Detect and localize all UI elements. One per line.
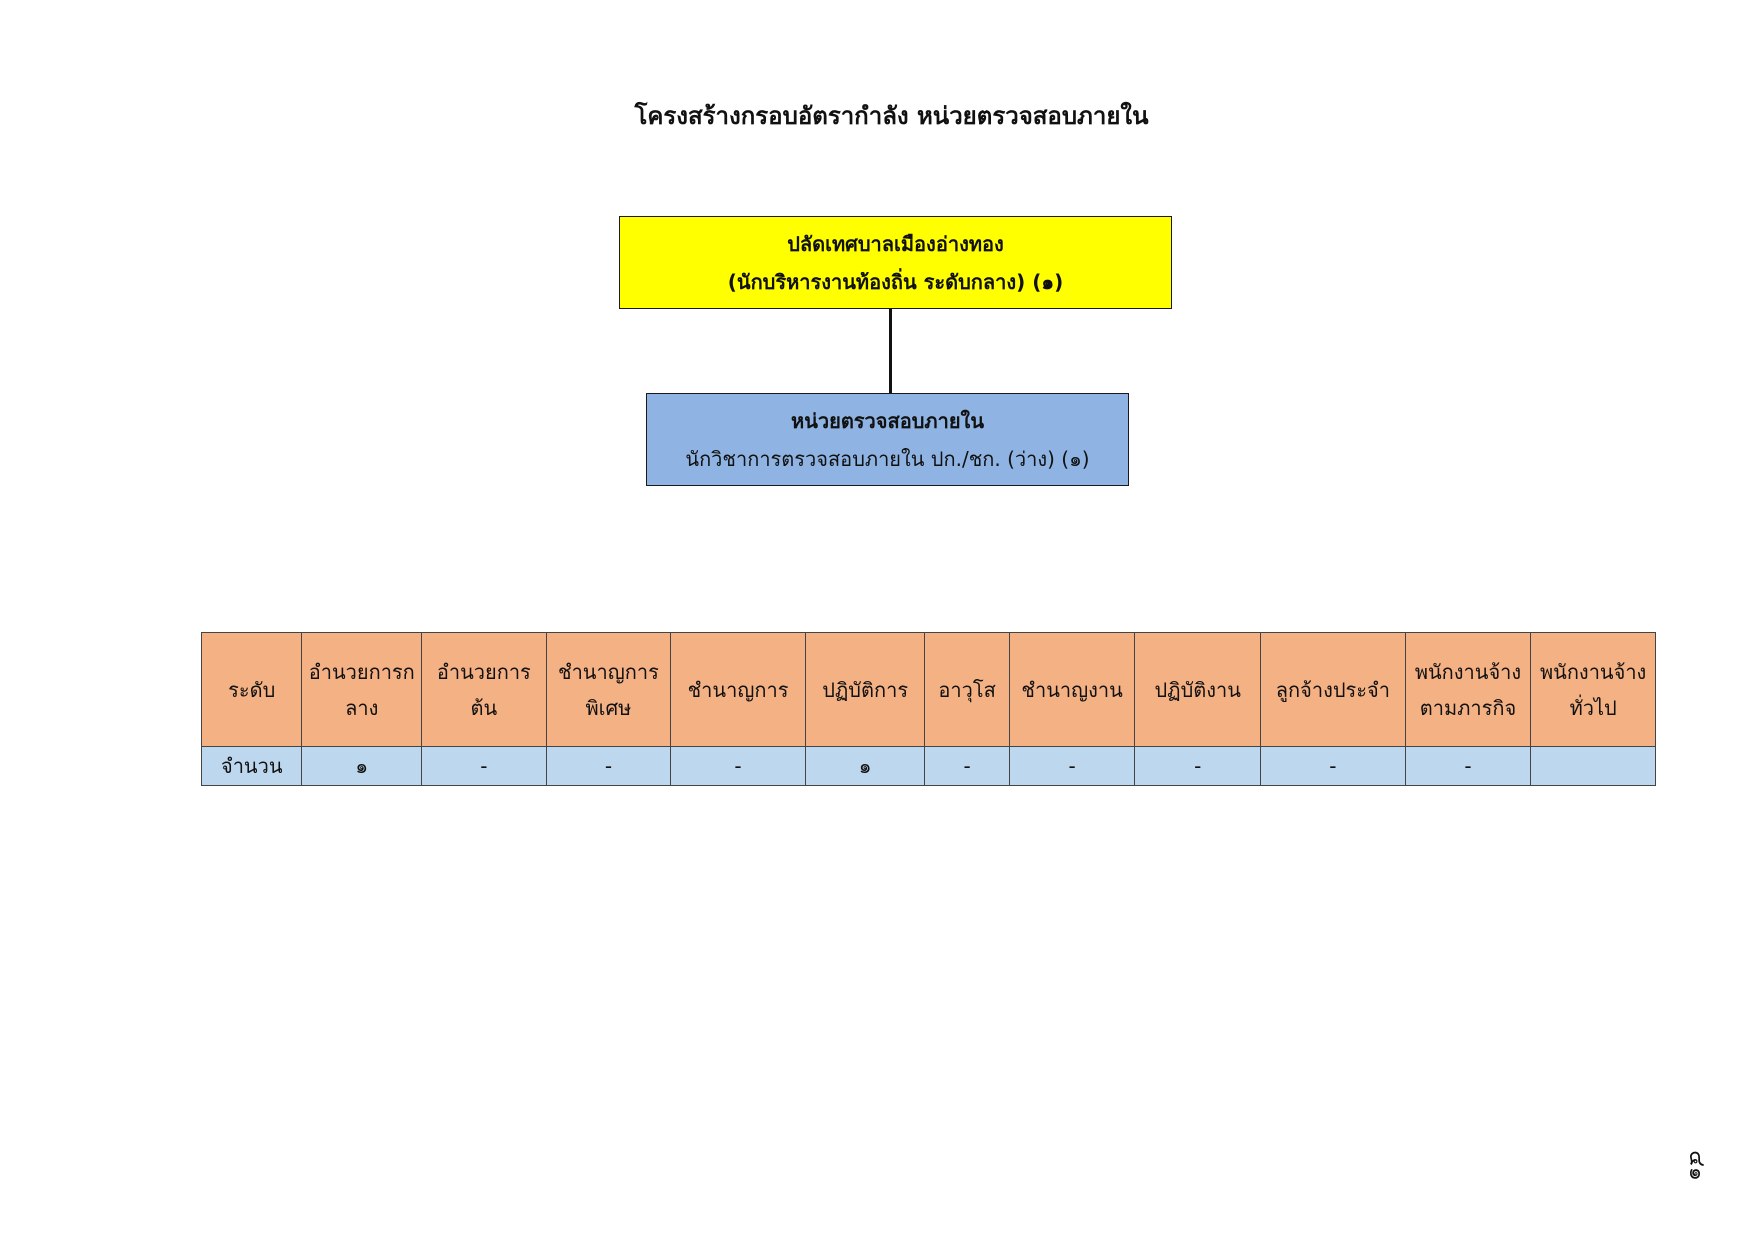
table-header-row (202, 633, 1656, 747)
header-cell: อาวุโส (925, 633, 1009, 747)
count-cell: - (1009, 747, 1135, 786)
header-cell: อำนวยการต้น (422, 633, 547, 747)
count-cell: - (925, 747, 1009, 786)
header-cell: อำนวยการกลาง (302, 633, 422, 747)
header-cell: พนักงานจ้างทั่วไป (1531, 633, 1656, 747)
header-cell: ชำนาญการพิเศษ (546, 633, 671, 747)
page-number: ๔๑ (1683, 1150, 1709, 1181)
page-title: โครงสร้างกรอบอัตรากำลัง หน่วยตรวจสอบภายใน (634, 102, 1149, 130)
header-cell: ลูกจ้างประจำ (1261, 633, 1406, 747)
header-cell: ชำนาญการ (671, 633, 806, 747)
count-cell: - (1135, 747, 1261, 786)
count-cell: - (1261, 747, 1406, 786)
count-cell (1531, 747, 1656, 786)
org-box-subtitle: (นักบริหารงานท้องถิ่น ระดับกลาง) (๑) (727, 269, 1064, 294)
org-box-title: ปลัดเทศบาลเมืองอ่างทอง (787, 231, 1004, 256)
count-cell: ๑ (302, 747, 422, 786)
staffing-table (201, 632, 1656, 786)
row-label-level: ระดับ (202, 633, 302, 747)
count-cell: - (546, 747, 671, 786)
row-label-count: จำนวน (202, 747, 302, 786)
header-cell: ปฏิบัติการ (805, 633, 925, 747)
count-cell: - (422, 747, 547, 786)
org-box-title: หน่วยตรวจสอบภายใน (791, 408, 984, 433)
count-cell: - (671, 747, 806, 786)
count-cell: ๑ (805, 747, 925, 786)
header-cell: ปฏิบัติงาน (1135, 633, 1261, 747)
org-connector-line (889, 309, 892, 393)
org-box-subtitle: นักวิชาการตรวจสอบภายใน ปก./ชก. (ว่าง) (๑) (685, 446, 1090, 471)
header-cell: พนักงานจ้างตามภารกิจ (1405, 633, 1531, 747)
count-cell: - (1405, 747, 1531, 786)
header-cell: ชำนาญงาน (1009, 633, 1135, 747)
table-count-row (202, 747, 1656, 786)
org-box-municipal-clerk (619, 216, 1172, 309)
org-box-internal-audit-unit (646, 393, 1129, 486)
